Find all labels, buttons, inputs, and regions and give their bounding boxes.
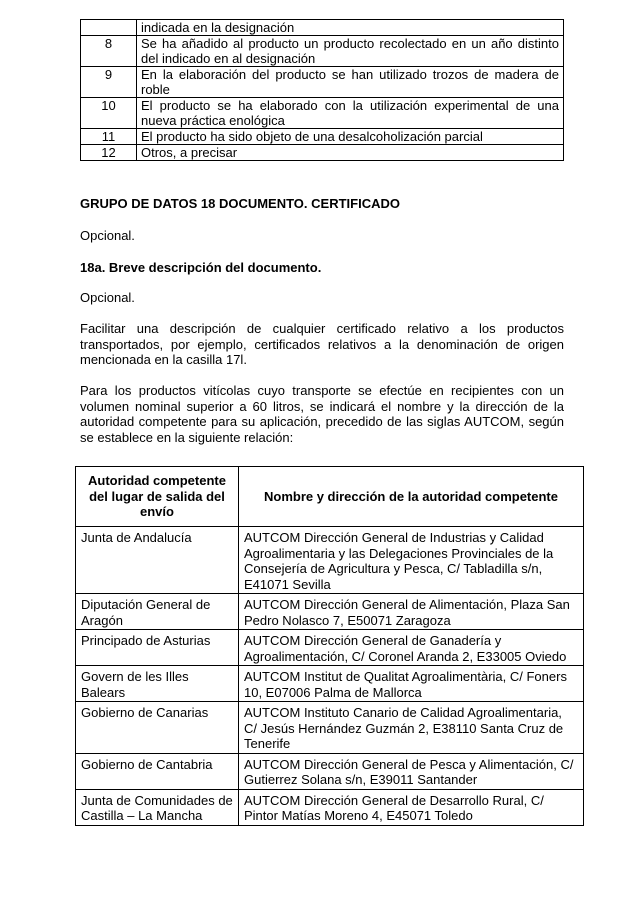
row-text: El producto se ha elaborado con la utilización experimental de una nueva práctica enológica [137,98,564,129]
place-cell: Gobierno de Cantabria [76,753,239,789]
subheading: 18a. Breve descripción del documento. [80,260,322,275]
place-cell: Principado de Asturias [76,630,239,666]
authority-cell: AUTCOM Institut de Qualitat Agroalimentària, C/ Foners 10, E07006 Palma de Mallorca [239,666,584,702]
paragraph-autcom: Para los productos vitícolas cuyo transporte se efectúe en recipientes con un volumen nominal superior a 60 litros, se indicará el nombre y la dirección de la autoridad competente para su aplicación, precedido de las siglas AUTCOM, según se establece en la siguiente relación: [80,383,564,445]
table-row [81,98,564,129]
table-row [81,67,564,98]
place-cell: Diputación General de Aragón [76,594,239,630]
table-row [76,753,584,789]
table-header-row [76,467,584,527]
table-row [76,702,584,754]
column-header-authority: Nombre y dirección de la autoridad competente [239,467,584,527]
row-text: indicada en la designación [137,20,564,36]
table-row [76,527,584,594]
authority-cell: AUTCOM Dirección General de Alimentación, Plaza San Pedro Nolasco 7, E50071 Zaragoza [239,594,584,630]
authority-cell: AUTCOM Dirección General de Pesca y Alimentación, C/ Gutierrez Solana s/n, E39011 Santander [239,753,584,789]
authority-cell: AUTCOM Dirección General de Industrias y Calidad Agroalimentaria y las Delegaciones Provinciales de la Consejería de Agricultura y Pesca, C/ Tabladilla s/n, E41071 Sevilla [239,527,584,594]
table-row [81,20,564,36]
table-row [81,129,564,145]
row-number [81,20,137,36]
row-text: En la elaboración del producto se han utilizado trozos de madera de roble [137,67,564,98]
table-row [81,145,564,161]
reasons-table [80,19,564,161]
row-number: 8 [81,36,137,67]
row-number: 9 [81,67,137,98]
table-row [76,789,584,825]
place-cell: Govern de les Illes Balears [76,666,239,702]
row-number: 12 [81,145,137,161]
paragraph-description: Facilitar una descripción de cualquier certificado relativo a los productos transportados, por ejemplo, certificados relativos a la denominación de origen mencionada en la casilla 17l. [80,321,564,367]
row-number: 10 [81,98,137,129]
place-cell: Junta de Comunidades de Castilla – La Mancha [76,789,239,825]
place-cell: Gobierno de Canarias [76,702,239,754]
table-row [76,666,584,702]
optional-note: Opcional. [80,228,135,243]
row-text: Se ha añadido al producto un producto recolectado en un año distinto del indicado en al designación [137,36,564,67]
row-number: 11 [81,129,137,145]
row-text: El producto ha sido objeto de una desalcoholización parcial [137,129,564,145]
authority-cell: AUTCOM Instituto Canario de Calidad Agroalimentaria, C/ Jesús Hernández Guzmán 2, E38110 Santa Cruz de Tenerife [239,702,584,754]
table-row [81,36,564,67]
table-row [76,630,584,666]
table-row [76,594,584,630]
authority-cell: AUTCOM Dirección General de Ganadería y Agroalimentación, C/ Coronel Aranda 2, E33005 Oviedo [239,630,584,666]
row-text: Otros, a precisar [137,145,564,161]
authority-cell: AUTCOM Dirección General de Desarrollo Rural, C/ Pintor Matías Moreno 4, E45071 Toledo [239,789,584,825]
optional-note: Opcional. [80,290,135,305]
authority-table [75,466,584,826]
column-header-place: Autoridad competente del lugar de salida del envío [76,467,239,527]
place-cell: Junta de Andalucía [76,527,239,594]
group-heading: GRUPO DE DATOS 18 DOCUMENTO. CERTIFICADO [80,196,400,211]
